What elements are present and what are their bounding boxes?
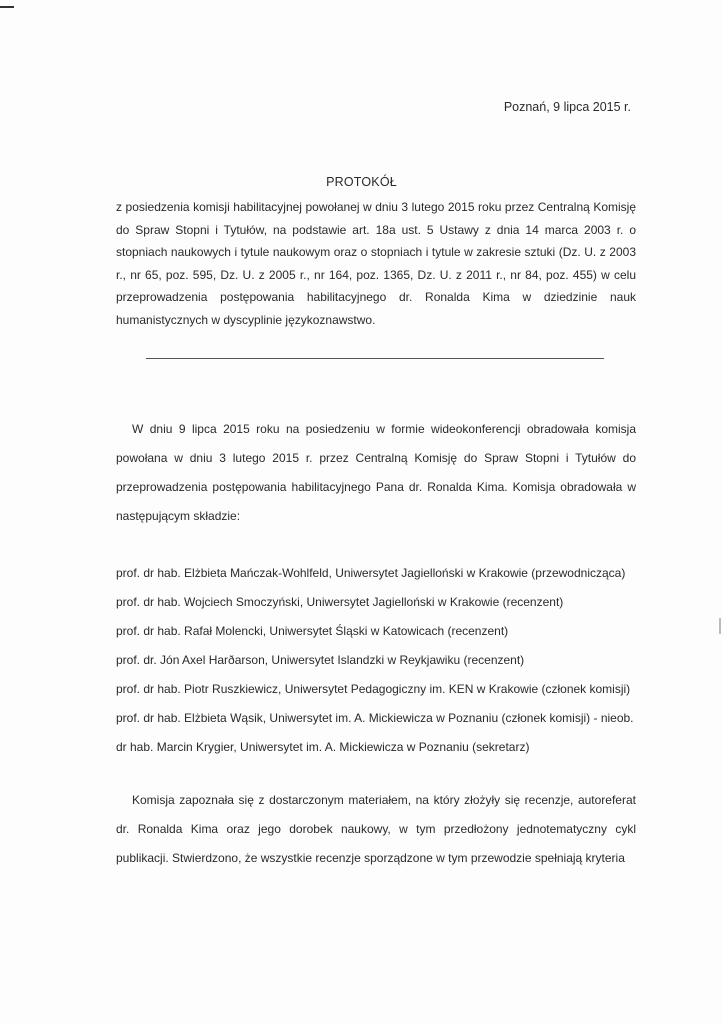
list-item: dr hab. Marcin Krygier, Uniwersytet im. A. Mickiewicza w Poznaniu (sekretarz) bbox=[116, 740, 530, 754]
list-item: prof. dr hab. Elżbieta Wąsik, Uniwersytet im. A. Mickiewicza w Poznaniu (członek komisji) - nieob. bbox=[116, 711, 634, 725]
committee-members-list bbox=[116, 559, 676, 762]
divider-line bbox=[146, 358, 604, 359]
list-item: prof. dr hab. Elżbieta Mańczak-Wohlfeld, Uniwersytet Jagielloński w Krakowie (przewodnicząca) bbox=[116, 566, 626, 580]
list-item: prof. dr hab. Rafał Molencki, Uniwersytet Śląski w Katowicach (recenzent) bbox=[116, 624, 509, 638]
list-item: prof. dr. Jón Axel Harðarson, Uniwersytet Islandzki w Reykjawiku (recenzent) bbox=[116, 653, 525, 667]
scan-edge-mark bbox=[0, 6, 14, 8]
meeting-paragraph-text: W dniu 9 lipca 2015 roku na posiedzeniu w formie wideokonferencji obradowała komisja powołana w dniu 3 lutego 2015 r. przez Centralną Komisję do Spraw Stopni i Tytułów do przeprowadzenia postępowania habilitacyjnego Pana dr. Ronalda Kima. Komisja obradowała w następującym składzie: bbox=[116, 422, 636, 523]
scan-speck bbox=[719, 618, 721, 634]
list-item: prof. dr hab. Wojciech Smoczyński, Uniwersytet Jagielloński w Krakowie (recenzent) bbox=[116, 595, 564, 609]
document-title: PROTOKÓŁ bbox=[326, 175, 397, 189]
list-item: prof. dr hab. Piotr Ruszkiewicz, Uniwersytet Pedagogiczny im. KEN w Krakowie (członek komisji) bbox=[116, 682, 631, 696]
review-paragraph-text: Komisja zapoznała się z dostarczonym materiałem, na który złożyły się recenzje, autoreferat dr. Ronalda Kima oraz jego dorobek naukowy, w tym przedłożony jednotematyczny cykl publikacji. Stwierdzono, że wszystkie recenzje sporządzone w tym przewodzie spełniają kryteria bbox=[116, 793, 636, 865]
meeting-paragraph bbox=[116, 415, 636, 531]
intro-paragraph: z posiedzenia komisji habilitacyjnej powołanej w dniu 3 lutego 2015 roku przez Centralną Komisję do Spraw Stopni i Tytułów, na podstawie art. 18a ust. 5 Ustawy z dnia 14 marca 2003 r. o stopniach naukowych i tytule naukowym oraz o stopniach i tytule w zakresie sztuki (Dz. U. z 2003 r., nr 65, poz. 595, Dz. U. z 2005 r., nr 164, poz. 1365, Dz. U. z 2011 r., nr 84, poz. 455) w celu przeprowadzenia postępowania habilitacyjnego dr. Ronalda Kima w dziedzinie nauk humanistycznych w dyscyplinie językoznawstwo. bbox=[116, 200, 636, 327]
review-paragraph bbox=[116, 786, 636, 873]
place-date: Poznań, 9 lipca 2015 r. bbox=[503, 100, 631, 114]
